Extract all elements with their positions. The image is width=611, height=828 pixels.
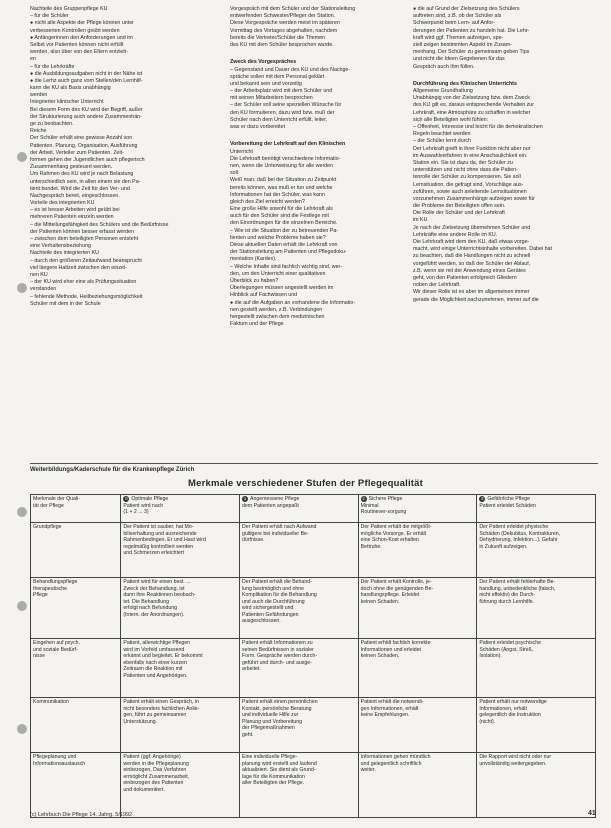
- level-number-badge: 3: [481, 496, 484, 501]
- table-row: [31, 578, 596, 639]
- text-line: werden: [30, 92, 48, 99]
- text-line: Vorgespräch mit dem Schüler und der Stationsleitung: [230, 6, 356, 12]
- cell-line: der Pflegemaßnahmen: [242, 725, 295, 731]
- header-text: Minimal: [360, 502, 379, 509]
- cell-line: Kommunikation: [33, 699, 69, 705]
- table-cell: [240, 523, 359, 578]
- text-line: den, um den Unterricht einer qualitativen: [230, 270, 326, 277]
- text-column-right: [413, 6, 593, 458]
- cell-line: Eine individuelle Pflege-: [242, 754, 298, 760]
- header-line: [123, 509, 237, 516]
- text-line: macht, wird einige Unterrichtsinhalte vorbereiten. Dabei hat: [413, 246, 552, 253]
- header-line: [33, 503, 118, 510]
- text-line: auftreten sind, z.B. ob der Schüler als: [413, 13, 502, 20]
- text-line: – Wie ist die Situation der zu betreuenden Pa-: [230, 227, 339, 234]
- table-cell: [121, 753, 240, 818]
- text-line: Überblick zu haben?: [230, 277, 279, 284]
- text-line: – der Schüler lernt durch: [413, 138, 472, 145]
- level-number-badge: 2: [362, 496, 365, 501]
- cell-line: Bettruhe.: [360, 543, 382, 550]
- cell-line: keinen Schaden.: [360, 653, 400, 659]
- table-cell: [358, 578, 477, 639]
- text-line: ● die Lerhz auch ganz vom Stellen/den Lernhilf-: [30, 77, 143, 84]
- cell-line: geht.: [242, 731, 254, 738]
- cell-line: Dehydrierung, Infektion...). Gefahr: [479, 537, 558, 543]
- cell-line: Patient erhält einen Gespräch, in: [123, 699, 199, 705]
- text-line: ● die auf Grund der Zielsetzung des Schülers: [413, 6, 520, 12]
- cell-line: Unterstützung.: [123, 718, 158, 725]
- text-line: gleich des Ziel erreicht werden?: [230, 198, 305, 205]
- text-line: Diese Vorgespräche werden meist im späteren: [230, 20, 340, 27]
- text-line: mit seinen Mitarbeitern besprochen: [230, 95, 313, 102]
- text-line: ● Anfängerinnen den Anforderungen und im: [30, 34, 133, 41]
- text-line: Schüler nach dem Unterricht erfüllt, leiter,: [230, 116, 328, 123]
- text-line: Regeln beachtet werden: [413, 131, 471, 138]
- text-line: Reiche: [30, 128, 47, 135]
- header-text: Merkmale der Quali-: [33, 496, 80, 502]
- text-line: Durchführung des Klinischen Unterrichts: [413, 80, 517, 87]
- cell-line: Der Patient erhält fehlerhafte Be-: [479, 579, 556, 585]
- table-row: [31, 523, 596, 578]
- table-cell: [358, 639, 477, 698]
- cell-line: lage für die Kommunikation: [242, 773, 305, 780]
- cell-line: und auch die Durchführung: [242, 598, 305, 605]
- cell-line: Patient erhält die notwendi-: [360, 699, 424, 705]
- text-line: Weiß man, daß bei der Situation zu Zeitpunkt: [230, 177, 337, 184]
- text-line: Um Rahmen des KU wird je nach Belastung: [30, 171, 134, 178]
- header-text: Sichere Pflege: [368, 496, 403, 502]
- text-line: – die Mitteilungsfähigkeit des Schülers und die Bedürfnisse: [30, 221, 169, 228]
- cell-line: nicht effektiv) die Durch-: [479, 592, 536, 598]
- text-line: gerade die Möglichkeit nachzunehmen, immer auf die: [413, 296, 539, 303]
- cell-line: aktualisiert. Sie dient als Grund-: [242, 767, 316, 773]
- table-cell: [477, 698, 596, 753]
- text-line: Nachgespräch bereit, eingeschlossen.: [30, 192, 120, 199]
- text-line: Schüler mit dem in der Schule: [30, 300, 101, 307]
- cell-line: und individuelle Hilfe zur: [242, 712, 299, 718]
- text-line: Gespräch auch ihm füllen.: [413, 63, 475, 70]
- cell-line: eine Schon-Kost erhalten: [360, 537, 419, 543]
- text-line: mehreren Patienten einzeln werden: [30, 214, 114, 221]
- table-cell: [240, 753, 359, 818]
- cell-line: Grundpflege: [33, 524, 62, 530]
- cell-line: Zweck der Behandlung, ist: [123, 585, 185, 592]
- text-line: verbesserten Kontrollen geübt werden: [30, 27, 120, 34]
- text-line: mentation (Kardex).: [230, 256, 277, 263]
- text-line: Wir dieser Rolle ist es aber im allgemeinen immer: [413, 289, 530, 296]
- level-number-badge: 0: [125, 496, 128, 501]
- row-label-cell: [31, 578, 121, 639]
- text-line: Lehrkräfte eine andere Rolle im KU.: [413, 231, 498, 238]
- text-line: vorzunehmen Zusammenhänge aufzeigen sowie für: [413, 195, 535, 202]
- text-line: Zusammenhang gesteuert werden.: [30, 164, 113, 171]
- cell-line: wird im Vorfeld umfassend: [123, 646, 185, 653]
- table-cell: [121, 698, 240, 753]
- table-cell: [240, 698, 359, 753]
- text-line: Allgemeine Grundhaltung: [413, 88, 473, 95]
- table-cell: [477, 753, 596, 818]
- text-line: tenrolle der Schüler zu kompensieren. Sie soll: [413, 174, 521, 181]
- header-line: [242, 503, 356, 510]
- text-line: formen gehen der Jugendlichen auch pflegerisch: [30, 156, 145, 163]
- cell-line: (Intern. der Anordnungen).: [123, 611, 185, 618]
- cell-line: unvollständig weitergegeben.: [479, 760, 547, 767]
- row-label-cell: [31, 639, 121, 698]
- table-cell: [477, 578, 596, 639]
- table-cell: [358, 698, 477, 753]
- header-line: [479, 503, 593, 510]
- punch-hole: [17, 724, 27, 734]
- cell-line: therapeutische: [33, 585, 68, 592]
- cell-line: biliserhaltung und ausreichende: [123, 530, 197, 537]
- cell-line: Informationen gehen mündlich: [360, 754, 431, 760]
- cell-line: Kontakt, persönliche Beratung: [242, 705, 312, 712]
- table-cell: [358, 523, 477, 578]
- text-line: – für die Schüler: [30, 13, 69, 20]
- cell-line: aller Beteiligten der Pflege.: [242, 780, 305, 786]
- text-line: [230, 49, 395, 56]
- cell-line: dürfnisse.: [242, 537, 265, 543]
- cell-line: Der Patient erleidet physische: [479, 524, 549, 530]
- text-line: Vorbereitung der Lehrkraft auf den Klinischen: [230, 141, 346, 148]
- text-line: sich alle Beteiligten wohl fühlen:: [413, 116, 489, 123]
- cell-line: weiter.: [360, 767, 376, 773]
- text-line: – Gegenstand und Dauer des KU und des Nachge-: [230, 66, 351, 73]
- table-cell: [358, 753, 477, 818]
- cell-line: doch ohne die genügenden Be-: [360, 585, 434, 592]
- cell-line: (nicht).: [479, 718, 496, 725]
- cell-line: nisse: [33, 653, 46, 659]
- text-line: ● die Ausbildungsaufgaben nicht in der Nähe ist: [30, 70, 143, 77]
- cell-line: werden in die Pflegeplanung: [123, 760, 189, 767]
- cell-line: geführt und durch- und ausge-: [242, 659, 312, 666]
- text-line: vorgeführt werden, so daß der Schüler der Ablauf,: [413, 260, 531, 267]
- text-line: Lernsituation, die gefragt sind, Vorschläge aus-: [413, 181, 524, 188]
- text-line: Vorteile des integrierten KU: [30, 200, 95, 207]
- divider-line: [30, 463, 598, 464]
- text-line: – der Schüler soll seine speziellen Wünsche für: [230, 102, 342, 109]
- cell-line: führung durch Lernhilfe.: [479, 598, 535, 605]
- text-line: Diese aktuellen Daten erhält die Lehrkraft von: [230, 242, 338, 248]
- cell-line: wird sichergestellt und: [242, 605, 294, 611]
- table-row: [31, 639, 596, 698]
- cell-line: handlungspflege. Erleidet: [360, 592, 420, 598]
- text-line: kraft wird ggf. Themen aufzeigen, spe-: [413, 34, 504, 41]
- text-line: ge zu beobachten.: [30, 121, 74, 127]
- cell-line: Der Patient erhält die Behand-: [242, 579, 312, 585]
- footer-source: (c) Lehrbuch Die Pflege 14. Jahrg. 5/1992: [30, 812, 133, 818]
- cell-line: Behandlungspflege: [33, 579, 78, 585]
- text-line: Faktum und der Pflege: [230, 321, 284, 328]
- cell-line: Informationsaustausch: [33, 760, 86, 767]
- cell-line: keine Empfehlungen.: [360, 712, 410, 718]
- row-label-cell: [31, 523, 121, 578]
- cell-line: regelmäßig kontrolliert werden: [123, 543, 194, 550]
- cell-line: und Schmerzen erleichtert: [123, 550, 184, 556]
- text-line: entwerfenden Schwester/Pfleger der Station.: [230, 13, 336, 20]
- cell-line: seinen Bedürfnissen in sozialer: [242, 646, 314, 653]
- cell-line: gen, führt zu gemeinsamen: [123, 712, 187, 718]
- text-line: die Probleme der Beteiligten offen sein.: [413, 203, 506, 210]
- cell-line: Patient erhält nur notwendige: [479, 699, 547, 705]
- text-line: – Offenheit, Interesse und leicht für die demokratischen: [413, 124, 543, 130]
- header-text: dem Patienten angepaßt: [242, 502, 299, 509]
- text-line: – es ist besser Arbeiten wird geübt bei: [30, 207, 120, 214]
- cell-line: und dokumentiert.: [123, 786, 165, 793]
- cell-line: gen Informationen, erhält: [360, 705, 419, 712]
- text-line: – für die Lehrkräfte: [30, 63, 75, 70]
- text-line: und bekannt sein und vorzeitig: [230, 80, 302, 87]
- text-line: Lehrkraft, eine Atmosphäre zu schaffen in welcher: [413, 109, 531, 116]
- text-line: Bei diesem Form des KU wird der Begriff, außer: [30, 106, 143, 113]
- header-text: Patient wird nach: [123, 502, 164, 509]
- text-line: was er dazu vorbereitet: [230, 124, 286, 130]
- text-line: – der Arbeitsplatz wird mit dem Schüler und: [230, 88, 333, 95]
- cell-line: tet. Die Behandlung: [123, 598, 169, 605]
- cell-line: Der Patient erhält nach Aufwand: [242, 524, 317, 530]
- cell-line: Schäden (Dekubitus, Kontrakturen,: [479, 530, 561, 537]
- text-line: im Auswahlverfahren in eine Anschaulichkeit ein.: [413, 152, 528, 159]
- cell-line: Die Rapport wird nicht oder nur: [479, 754, 552, 760]
- table-header-row: [31, 495, 596, 523]
- punch-hole: [17, 152, 27, 162]
- table-title: Merkmale verschiedener Stufen der Pflegequalität: [187, 478, 424, 489]
- cell-line: ermöglicht Zusammenarbeit,: [123, 773, 190, 780]
- cell-line: Informationen und erleidet: [360, 646, 421, 653]
- text-line: tienten und welche Probleme haben sie?: [230, 234, 326, 241]
- table-cell: [121, 523, 240, 578]
- cell-line: Pflegeplanung und: [33, 754, 77, 760]
- text-line: werden, also über von den Eltern entzieh-: [30, 49, 129, 56]
- cell-line: arbeitet.: [242, 666, 261, 672]
- cell-line: in Zukunft aufzeigen.: [479, 543, 528, 550]
- text-line: des KU gilt es, daraus entsprechende Verhalten zur: [413, 102, 535, 109]
- text-line: und nicht die Ideen Gegebenen für das: [413, 56, 505, 63]
- text-line: kann die KU als Basis unabhängig: [30, 85, 111, 92]
- text-line: Je nach der Zielsetzung übernehmen Schüler und: [413, 224, 531, 231]
- column-header: [477, 495, 596, 523]
- cell-line: Patient, allerwichtige Pflegen: [123, 640, 191, 646]
- text-line: nen KU: [30, 271, 48, 278]
- text-line: Überlegungen müssen angestellt werden im: [230, 285, 334, 292]
- text-line: Die Lehrkraft benötigt verschiedene Informatio-: [230, 155, 341, 162]
- text-column-left: [30, 6, 188, 458]
- text-line: Integrierter klinischer Unterricht: [30, 99, 104, 106]
- row-label-cell: [31, 698, 121, 753]
- text-line: nen gestellt werden, z.B. Verbindungen: [230, 306, 323, 313]
- cell-line: ebenfalls nach einer kurzen: [123, 659, 187, 666]
- text-line: ziell zeigen bestimmten Aspekt im Zusam-: [413, 41, 512, 48]
- cell-line: Patient wird für einen best. ...: [123, 579, 191, 585]
- text-line: [413, 71, 593, 78]
- text-line: unterstützen und nicht ohne dass die Patien-: [413, 167, 518, 174]
- text-line: unterschiedlich sein, in allen einem sie den Pa-: [30, 178, 141, 185]
- cell-line: Patient erhält einen persönlichen: [242, 699, 318, 705]
- cell-line: Patient (ggf. Angehörige): [123, 754, 181, 760]
- text-line: der Arbeit, Verteiler zum Patienten. Zeit-: [30, 149, 124, 156]
- text-line: ● nicht alle Aspekte der Pflege können unter: [30, 20, 134, 27]
- cell-line: keinen Schaden.: [360, 598, 400, 605]
- cell-line: erkannt und begleitet. Er bekommt: [123, 653, 203, 659]
- cell-line: Eingehen auf psych.: [33, 640, 81, 646]
- cell-line: dann ihre Reaktionen beobach-: [123, 592, 196, 598]
- text-line: eine Verhaltensbeziehung: [30, 243, 91, 250]
- cell-line: lung bestmöglich und ohne: [242, 585, 305, 592]
- column-header: [31, 495, 121, 523]
- column-header: [358, 495, 477, 523]
- text-line: Vormittag des Vortages abgehalten, nachdem: [230, 27, 338, 34]
- cell-line: Der Patient erhält Kontrolle, je-: [360, 579, 432, 585]
- table-cell: [240, 639, 359, 698]
- text-line: z.B. wenn sie mit der Anwendung eines Gerätes: [413, 267, 526, 274]
- text-line: – zwischen dem beteiligten Personen entsteht: [30, 236, 139, 242]
- text-line: menhang. Der Schüler zu gemeinsam geben Tips: [413, 49, 530, 56]
- text-line: der Patienten können besser erfasst werden: [30, 228, 134, 235]
- cell-line: Der Patient erhält die mitgrößt-: [360, 524, 432, 530]
- cell-line: Form. Gespräche werden durch-: [242, 653, 317, 659]
- row-label-cell: [31, 753, 121, 818]
- header-text: Gefährliche Pflege: [487, 496, 530, 502]
- header-text: tät der Pflege: [33, 502, 64, 509]
- cell-line: Patient erleidet psychische: [479, 640, 542, 646]
- cell-line: und gelegentlich schriftlich: [360, 760, 422, 767]
- table-row: [31, 698, 596, 753]
- text-line: Nachteile des integrierten KU: [30, 250, 99, 257]
- text-line: bereits die Vertreter/Schüler die Themen: [230, 34, 326, 41]
- text-line: geht, von den Patienten erfolgreich Gliedern: [413, 274, 517, 281]
- text-line: im KU: [413, 217, 428, 224]
- text-line: Schwerpunkt beim Lern- auf Anfor-: [413, 20, 495, 27]
- table-cell: [477, 639, 596, 698]
- text-line: Hinblick auf Fachwissen und: [230, 292, 298, 299]
- cell-line: Patient erhält fachlich korrekte: [360, 640, 431, 646]
- table-cell: [477, 523, 596, 578]
- text-line: Nachteile des Gruppenpflege KU: [30, 6, 108, 12]
- text-line: – durch den größeren Zeitaufwand beansprucht: [30, 257, 142, 264]
- text-column-middle: [230, 6, 395, 458]
- text-line: nen, wenn die Unterweisung für alle werden: [230, 162, 334, 169]
- cell-line: mögliche Vorsorge. Er erhält: [360, 530, 427, 537]
- text-line: ● die auf die Aufgaben an vorhandene die Informatio-: [230, 299, 356, 306]
- text-line: Die Lehrkraft wird dem den KU, daß etwas vorge-: [413, 239, 530, 245]
- cell-line: planung wird erstellt und laufend: [242, 760, 317, 767]
- text-line: zu beachten, daß die Handlungen nicht zu schnell: [413, 253, 531, 260]
- text-line: Station ein. Sie ist dazu da, der Schüler zu: [413, 159, 513, 166]
- header-line: [361, 509, 475, 516]
- text-line: noben der Lehrkraft.: [413, 282, 461, 289]
- cell-line: einbezogen, Das Verfahren: [123, 767, 187, 773]
- institution-label: Weiterbildungs/Kaderschule für die Krankenpflege Zürich: [30, 467, 195, 473]
- text-line: Unterricht: [230, 148, 253, 155]
- text-line: tient bundet. Wird die Zeit für den Ver- und: [30, 185, 130, 192]
- header-text: Optimale Pflege: [131, 496, 169, 502]
- text-line: – fehlende Methode, Heilbeziehungsmöglichkeit: [30, 293, 143, 300]
- column-header: [240, 495, 359, 523]
- text-line: auch für den Schüler sind die Festlege mit: [230, 213, 329, 220]
- text-line: Patienten, Planung, Organisation, Ausführung: [30, 142, 138, 149]
- cell-line: gültigere bei individueller Be-: [242, 530, 309, 537]
- cell-line: Patienten und Angehörigen.: [123, 672, 188, 679]
- text-line: hergestellt zwischen dem medizinischen: [230, 313, 325, 320]
- header-text: Patient erleidet Schäden: [479, 502, 536, 509]
- table-cell: [240, 578, 359, 639]
- header-text: Angemessene Pflege: [250, 496, 300, 502]
- table-row: [31, 753, 596, 818]
- text-line: des KU mit dem Schüler besprochen wurde.: [230, 41, 334, 48]
- level-number-badge: 1: [243, 496, 247, 501]
- punch-hole: [17, 507, 27, 517]
- cell-line: Pflege: [33, 592, 48, 598]
- cell-line: und soziale Bedürf-: [33, 646, 78, 653]
- text-line: Die Rolle der Schüler und der Lehrkraft: [413, 210, 505, 217]
- text-line: den KU formulieren, dazu wird bzw. muß der: [230, 109, 335, 116]
- cell-line: Isolation).: [479, 653, 502, 659]
- cell-line: Komplikation für die Behandlung: [242, 592, 317, 598]
- cell-line: Informationen, erhält: [479, 705, 527, 712]
- text-line: Informationen hat der Schüler, was kann: [230, 191, 325, 198]
- punch-hole: [17, 601, 27, 611]
- text-line: – Welche Inhalte sind fachlich wichtig sind, wer-: [230, 263, 343, 270]
- cell-line: Patient erhält Informationen zu: [242, 640, 313, 646]
- text-line: verstanden: [30, 286, 57, 293]
- text-line: viel längere Haltzeit zwischen den einzel-: [30, 264, 127, 271]
- punch-hole: [17, 283, 27, 293]
- table-cell: [121, 639, 240, 698]
- text-line: [230, 131, 395, 138]
- text-line: Zweck des Vorgespräches: [230, 59, 297, 66]
- text-line: – der KU wird eher eine als Prüfungssituation: [30, 279, 137, 286]
- cell-line: Der Patient ist sauber, hat Mo-: [123, 524, 194, 530]
- text-line: spräche sollen mit dem Personal geklärt: [230, 73, 325, 80]
- header-text: Routinever-sorgung: [360, 509, 407, 515]
- cell-line: nicht besonders fachlichen Anlie-: [123, 705, 200, 712]
- cell-line: erfolgt nach Befundung: [123, 605, 178, 611]
- quality-table: [30, 494, 596, 818]
- cell-line: Planung und Vorbereitung: [242, 718, 303, 725]
- cell-line: Patienten Gefährdungen: [242, 611, 299, 618]
- cell-line: gelegentlich die Instruktion: [479, 712, 541, 718]
- text-line: bereits können, was muß er tun und welche: [230, 184, 333, 191]
- text-line: der Stationsleitung am Patienten und Pflegedoku-: [230, 249, 347, 256]
- header-text: (1 + 2 ... 3): [123, 509, 149, 515]
- text-line: den Einordnungen für die einzelnen Bereiche.: [230, 220, 338, 227]
- text-line: zuführen, sowie auch anleitende Lernsituationen: [413, 188, 527, 195]
- text-line: soll.: [230, 170, 240, 177]
- table-cell: [121, 578, 240, 639]
- cell-line: handlung, unbedenkliche (falsch,: [479, 585, 556, 592]
- page-number: 41: [588, 810, 596, 817]
- text-line: Selbst vor Patienten können nicht erfüllt: [30, 41, 124, 48]
- text-line: Eine große Hilfe sowohl für die Lehrkraft als: [230, 206, 333, 213]
- text-line: der Strukturierung auch andere Zusammenhän-: [30, 113, 142, 120]
- cell-line: Schäden (Angst, Streß,: [479, 646, 534, 653]
- cell-line: einbezogen des Patienten: [123, 780, 184, 786]
- cell-line: ausgeschlossen.: [242, 618, 281, 624]
- column-header: [121, 495, 240, 523]
- text-line: Der Schüler erhält eine gewisse Anzahl von: [30, 135, 133, 142]
- cell-line: Rahmenbedingen. Er und Haut wird: [123, 537, 206, 543]
- text-line: derungen der Patienten zu handeln hat. Die Lehr-: [413, 27, 530, 34]
- text-line: en: [30, 56, 36, 63]
- text-line: Der Lehrkraft greift in ihrer Funktion nicht aber nur: [413, 145, 531, 152]
- text-line: Unabhängig von der Zielsetzung bzw. dem Zweck: [413, 95, 530, 102]
- cell-line: Zeitraum die Reaktion mit: [123, 666, 183, 672]
